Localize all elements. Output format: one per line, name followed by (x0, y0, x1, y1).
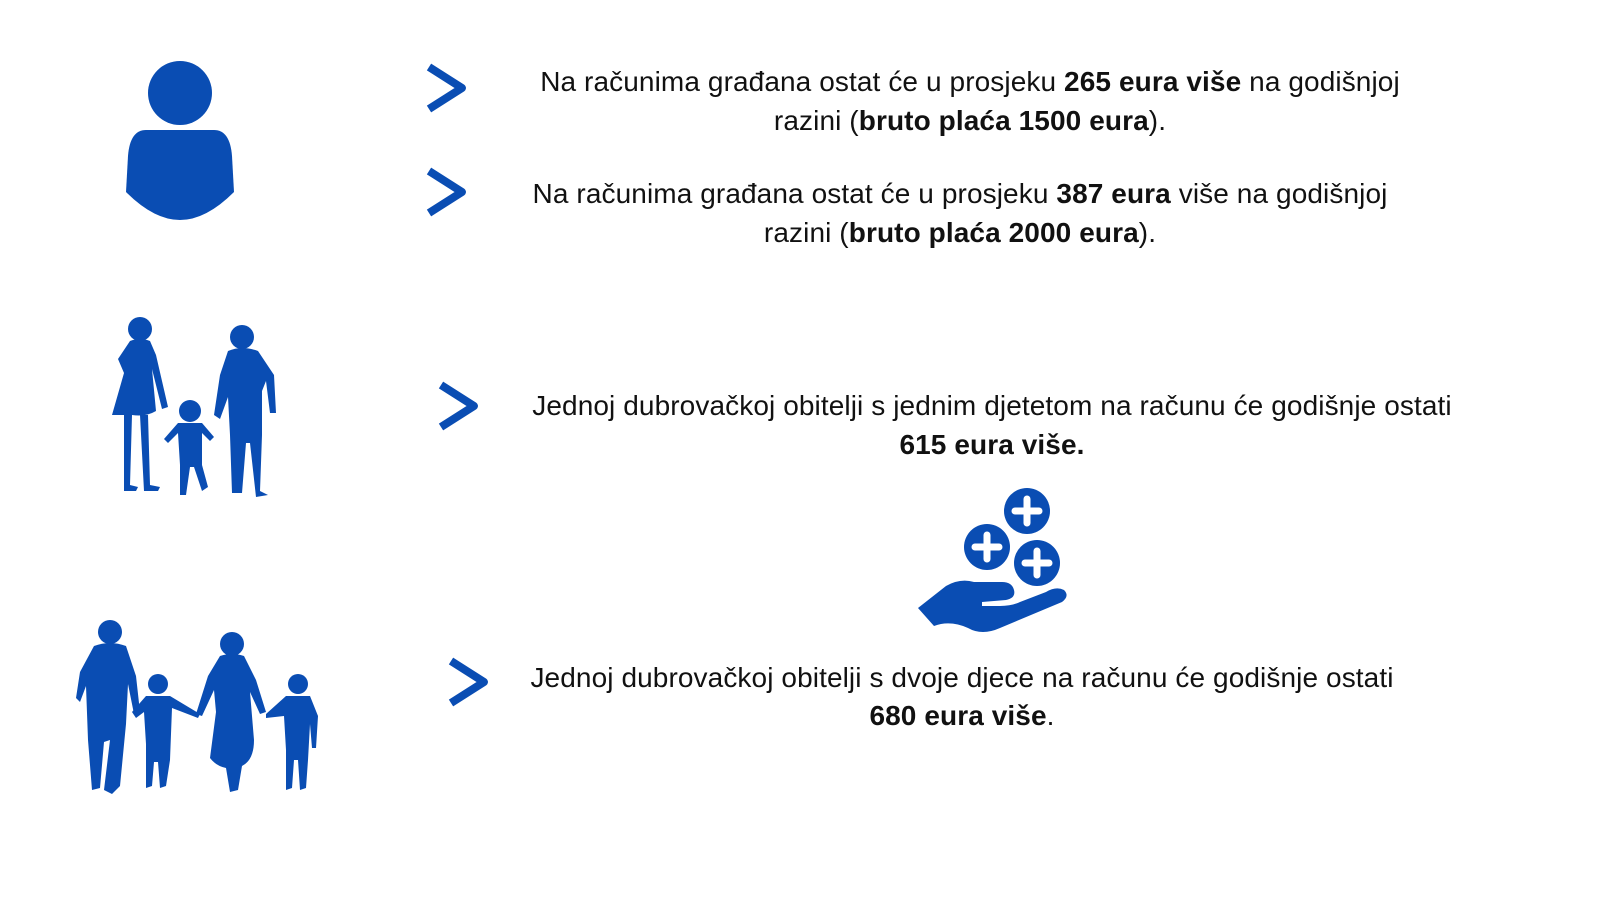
family-two-children-icon (70, 620, 324, 796)
hand-coins-plus-icon (916, 486, 1072, 636)
person-icon (124, 60, 236, 222)
benefit-text-2-line-2: razini (bruto plaća 2000 eura). (763, 217, 1157, 248)
benefit-text-4-line-2: 680 eura više. (869, 700, 1055, 731)
benefit-text-4-line-1: Jednoj dubrovačkoj obitelji s dvoje djece na računu će godišnje ostati (530, 662, 1394, 693)
benefit-text-1-line-1: Na računima građana ostat će u prosjeku 265 eura više na godišnjoj (540, 66, 1400, 97)
family-one-child-icon (110, 315, 286, 503)
benefit-text-3-line-2: 615 eura više. (899, 429, 1085, 460)
benefit-text-3-line-1: Jednoj dubrovačkoj obitelji s jednim djetetom na računu će godišnje ostati (532, 390, 1452, 421)
benefit-text-1-line-2: razini (bruto plaća 1500 eura). (773, 105, 1167, 136)
benefit-text-2-line-1: Na računima građana ostat će u prosjeku 387 eura više na godišnjoj (532, 178, 1388, 209)
